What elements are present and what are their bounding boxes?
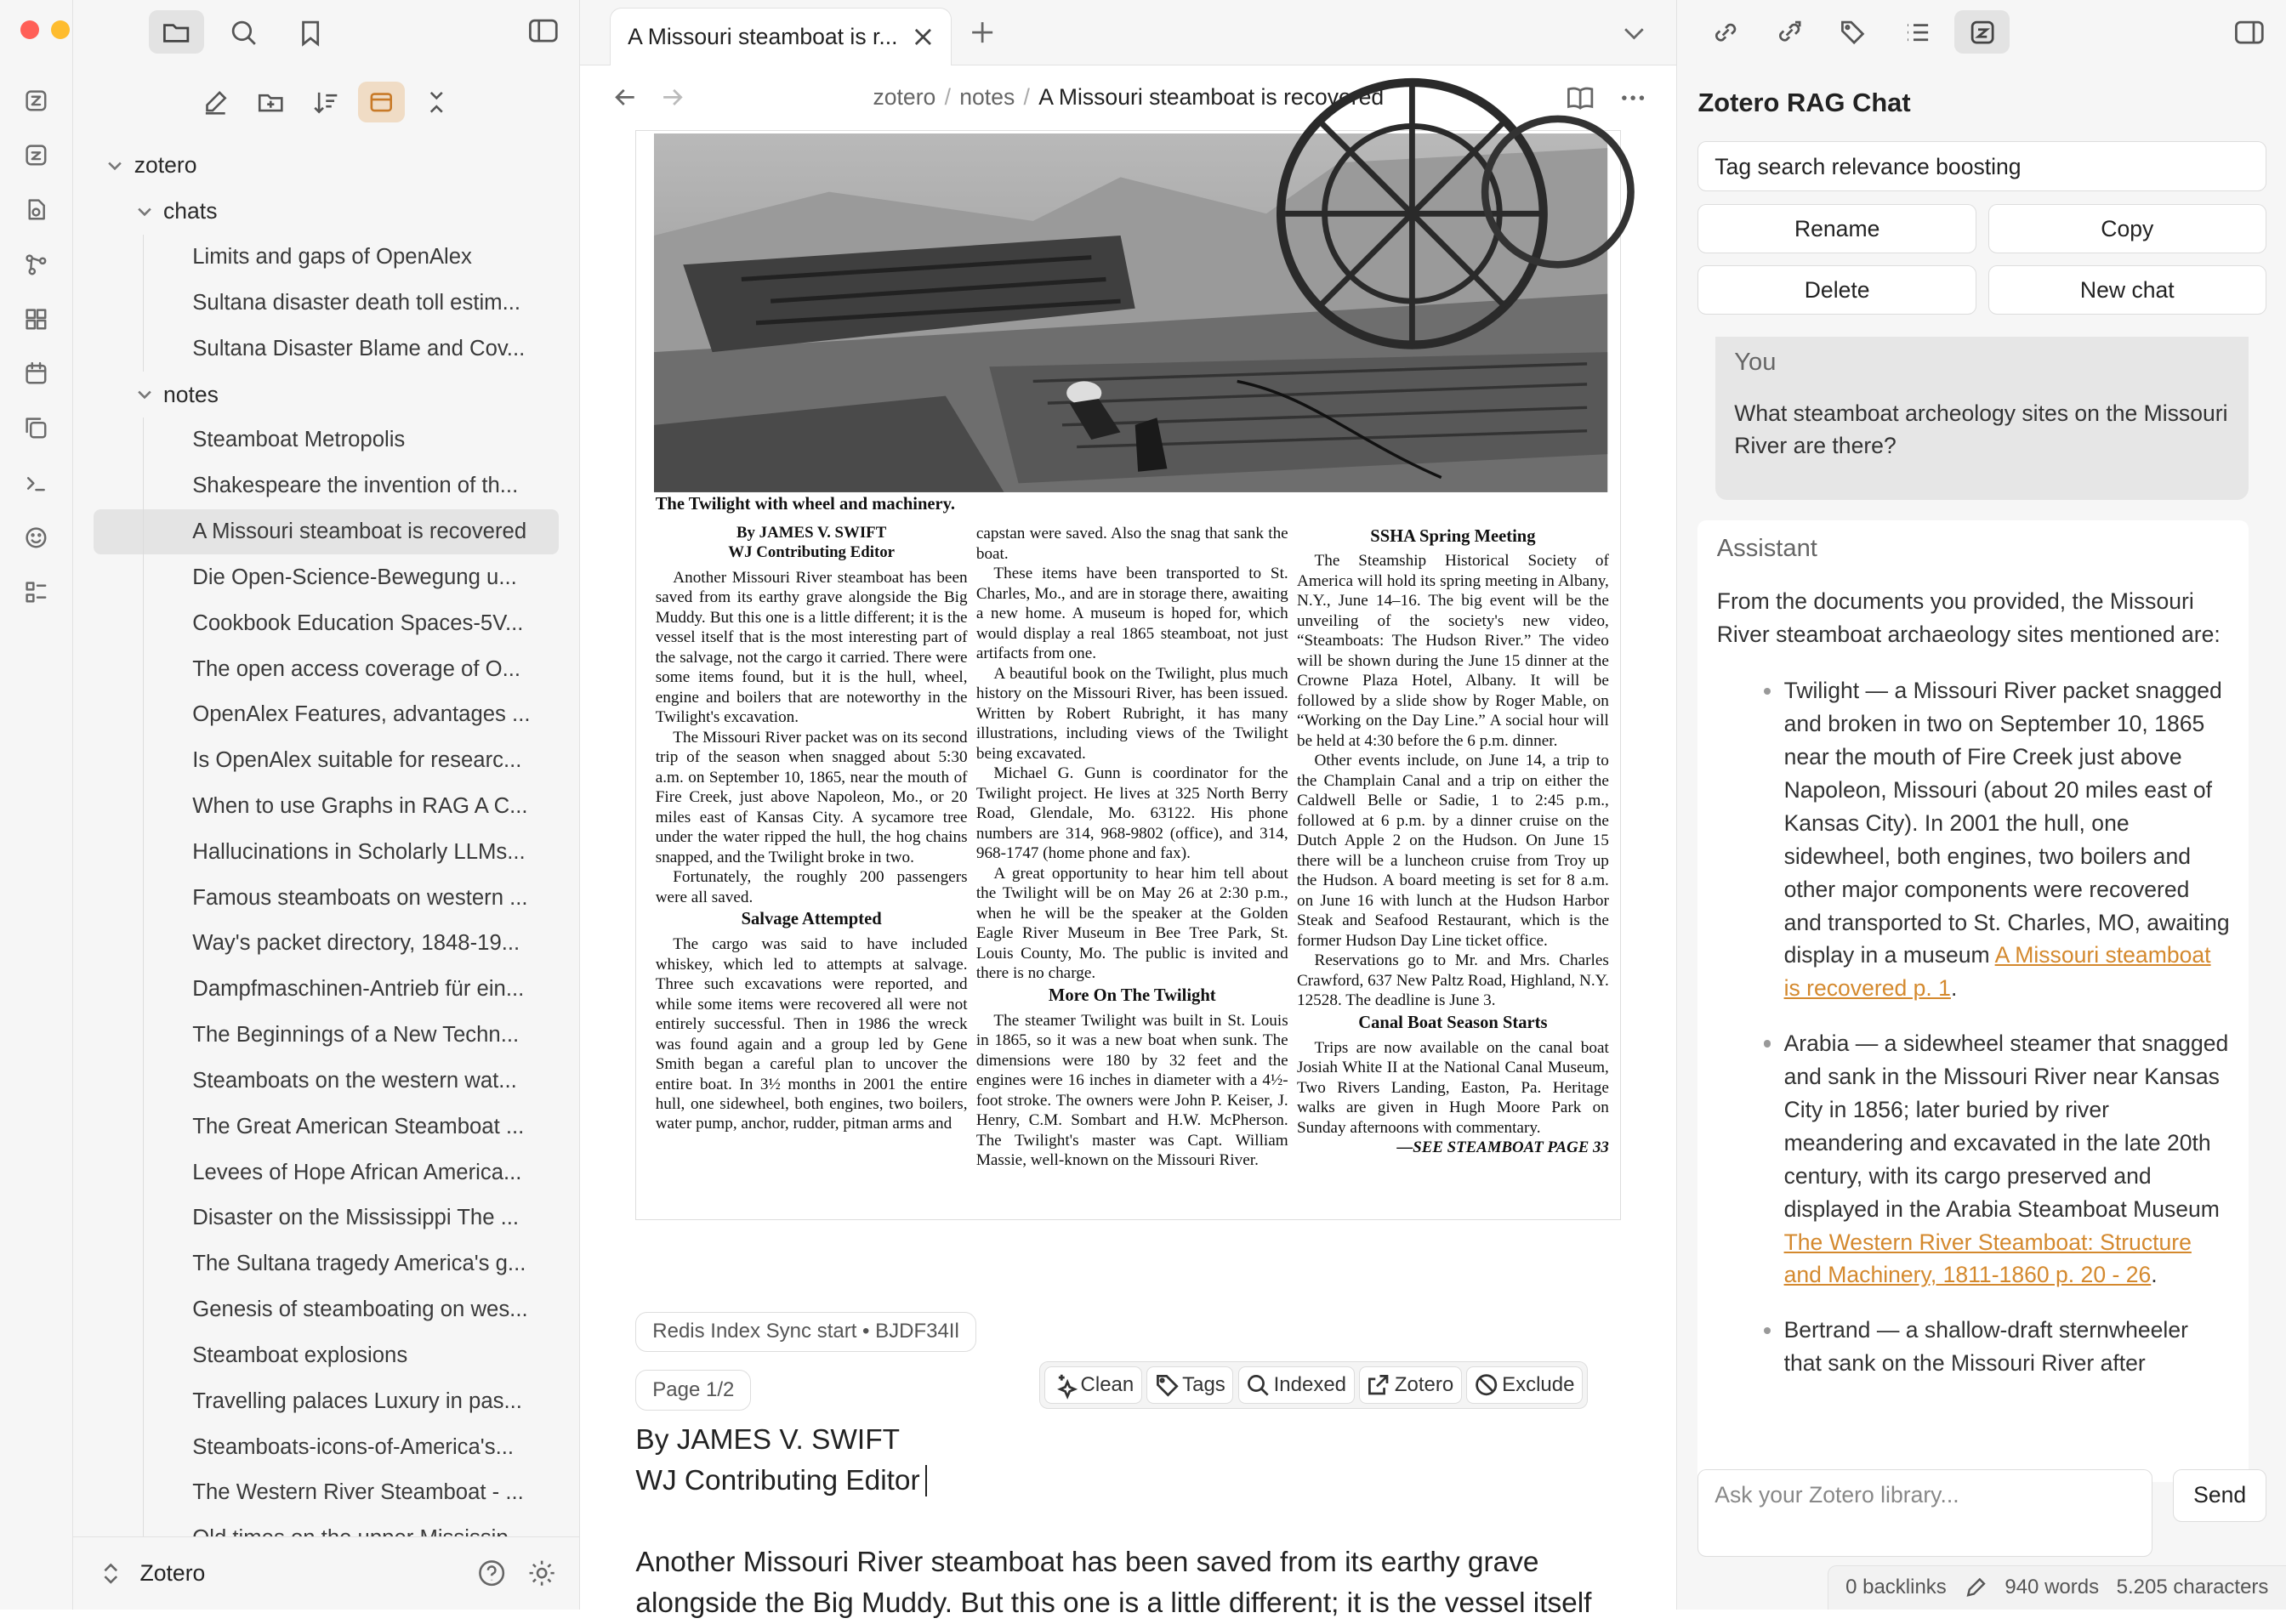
tree-file[interactable]: Steamboats on the western wat... bbox=[73, 1059, 580, 1104]
panel-title: Zotero RAG Chat bbox=[1697, 87, 1911, 117]
chat-messages bbox=[1677, 337, 2286, 1447]
open-in-zotero-button[interactable]: Zotero bbox=[1359, 1366, 1462, 1404]
message-text: From the documents you provided, the Missouri River steamboat archaeology sites mentioned are: bbox=[1716, 588, 2221, 647]
copy-icon[interactable] bbox=[20, 412, 53, 445]
tree-file[interactable]: Sultana Disaster Blame and Cov... bbox=[73, 326, 580, 372]
citation-link[interactable]: A Missouri steamboat is recovered p. 1 bbox=[1783, 942, 2211, 1002]
auto-reveal-icon[interactable] bbox=[358, 82, 405, 122]
breadcrumb: zotero / notes / A Missouri steamboat is recovered bbox=[873, 84, 1385, 111]
rename-button[interactable]: Rename bbox=[1697, 204, 1976, 253]
site-list bbox=[1717, 674, 2230, 1380]
tag-icon bbox=[1155, 1373, 1178, 1396]
breadcrumb-current[interactable]: A Missouri steamboat is recovered bbox=[1038, 84, 1385, 111]
gear-icon[interactable] bbox=[527, 1559, 556, 1587]
tree-file[interactable]: Limits and gaps of OpenAlex bbox=[73, 235, 580, 281]
new-chat-button[interactable]: New chat bbox=[1988, 265, 2266, 315]
chat-name-input[interactable]: Tag search relevance boosting bbox=[1697, 141, 2266, 190]
editor-pane bbox=[580, 0, 1676, 1619]
article-column-2 bbox=[976, 524, 1288, 1170]
terminal-icon[interactable] bbox=[20, 467, 53, 499]
note-content bbox=[580, 130, 1676, 1619]
article-paragraph: The steamer Twilight was built in St. Louis in 1865, so it was a new boat when sunk. The dimensions were 180 by 32 feet and the engines were 16 inches in diameter with a 4½-foot stroke. The owners were John P. Keiser, J. Henry, C.M. Sombart and H.W. McPherson. The Twilight's master was Capt. William Massie, well-known on the Missouri River. bbox=[975, 1011, 1288, 1169]
tree-file[interactable]: Disaster on the Mississippi The ... bbox=[73, 1195, 580, 1241]
chevron-down-icon bbox=[105, 156, 125, 176]
search-icon bbox=[1246, 1373, 1269, 1396]
article-paragraph: These items have been transported to St. Charles, Mo., and are in storage there, awaiting a new home. A museum is hoped for, which would display a real 1865 steamboat, not just artifacts from one. bbox=[975, 565, 1288, 663]
copy-button[interactable]: Copy bbox=[1988, 204, 2266, 253]
list-item: Bertrand — a shallow-draft sternwheeler that sank on the Missouri River after bbox=[1784, 1314, 2231, 1380]
files-tab-button[interactable] bbox=[149, 10, 204, 54]
article-paragraph: The Missouri River packet was on its second trip of the season when snagged about 5:30 a.m. on September 10, 1865, near the mouth of Fire Creek, just above Napoleon, Mo., or 20 miles east of Kansas City. A sycamore tree under the water ripped the hull, the hog chains snapped, and the Twilight broke in two. bbox=[655, 728, 968, 866]
more-options-icon[interactable] bbox=[1618, 83, 1647, 112]
help-icon[interactable] bbox=[477, 1559, 506, 1587]
article-paragraph: Trips are now available on the canal boat Josiah White II at the National Canal Museum, Two Rivers Landing, Easton, Pa. Heritage walks are given in Hugh Moore Park on Sunday afternoons with commentary. bbox=[1296, 1038, 1609, 1137]
citation-link[interactable]: The Western River Steamboat: Structure and Machinery, 1811-1860 p. 20 - 26 bbox=[1783, 1229, 2192, 1288]
tags-tab-icon[interactable] bbox=[1826, 10, 1881, 54]
zotero-icon[interactable] bbox=[20, 84, 53, 116]
word-count: 940 words bbox=[2005, 1576, 2100, 1599]
checklist-icon[interactable] bbox=[20, 576, 53, 609]
minimize-window-button[interactable] bbox=[51, 20, 70, 39]
message-text: What steamboat archeology sites on the Missouri River are there? bbox=[1734, 400, 2228, 459]
tree-file[interactable]: Steamboat explosions bbox=[73, 1333, 580, 1379]
zotero-notes-icon[interactable] bbox=[20, 139, 53, 172]
smiley-icon[interactable] bbox=[20, 522, 53, 554]
article-paragraph: capstan were saved. Also the snag that sank the boat. bbox=[975, 525, 1288, 563]
tree-folder-zotero[interactable]: zotero bbox=[73, 143, 580, 189]
tree-file[interactable]: When to use Graphs in RAG A C... bbox=[73, 784, 580, 830]
article-byline: By JAMES V. SWIFT bbox=[736, 524, 887, 542]
chevron-down-icon bbox=[134, 202, 155, 222]
tree-file[interactable]: Levees of Hope African America... bbox=[73, 1150, 580, 1195]
assistant-message bbox=[1697, 520, 2249, 1482]
graph-icon[interactable] bbox=[20, 248, 53, 281]
tree-file[interactable]: Travelling palaces Luxury in pas... bbox=[73, 1378, 580, 1424]
tab-active-note[interactable]: A Missouri steamboat is r... bbox=[610, 8, 952, 66]
sync-status-pill: Redis Index Sync start • BJDF34Il bbox=[635, 1312, 975, 1352]
tree-file[interactable]: Dampfmaschinen-Antrieb für ein... bbox=[73, 967, 580, 1013]
new-folder-icon[interactable] bbox=[247, 82, 294, 122]
tree-file[interactable]: The Sultana tragedy America's g... bbox=[73, 1241, 580, 1287]
page-indicator-pill: Page 1/2 bbox=[635, 1370, 751, 1410]
tree-folder-notes[interactable]: notes bbox=[73, 372, 580, 417]
article-paragraph: Reservations go to Mr. and Mrs. Charles Crawford, 637 New Paltz Road, Highland, N.Y. 12528. The deadline is June 3. bbox=[1296, 951, 1609, 1010]
tree-file-selected[interactable]: A Missouri steamboat is recovered bbox=[94, 509, 560, 555]
clean-button[interactable]: Clean bbox=[1044, 1366, 1141, 1404]
backlinks-count[interactable]: 0 backlinks bbox=[1845, 1576, 1947, 1599]
steamboat-photo bbox=[654, 133, 1607, 492]
collapse-all-icon[interactable] bbox=[413, 82, 460, 122]
chevron-down-icon[interactable] bbox=[1621, 20, 1647, 47]
backlinks-tab-icon[interactable] bbox=[1697, 10, 1753, 54]
article-paragraph: The cargo was said to have included whiskey, which led to attempts at salvage. Three such excavations were reported, and while some items were recovered all were not entirely successful. Then in 1986 the wreck was found again and a group led by Gene Smith began a careful plan to uncover the entire boat. In 3½ months in 2001 the entire hull, one sidewheel, both engines, two boilers, water pump, anchor, rudder, pitman arms and bbox=[655, 935, 968, 1133]
tags-button[interactable]: Tags bbox=[1146, 1366, 1233, 1404]
nav-bar bbox=[580, 65, 1676, 129]
tree-file[interactable]: Steamboat Metropolis bbox=[73, 417, 580, 463]
tree-file[interactable]: Is OpenAlex suitable for researc... bbox=[73, 738, 580, 784]
article-subhead: Canal Boat Season Starts bbox=[1358, 1014, 1548, 1033]
tree-file[interactable]: The Western River Steamboat - ... bbox=[73, 1470, 580, 1516]
char-count: 5.205 characters bbox=[2116, 1576, 2269, 1599]
list-item: Twilight — a Missouri River packet snagged and broken in two on September 10, 1865 near the mouth of Fire Creek just above Napoleon, Missouri (about 20 miles east of Kansas City). In 2001 the hull, one sidewheel, both engines, two boilers and other major components were recovered and transported to St. Charles, MO, awaiting display in a museum A Missouri steamboat is recovered p. 1. bbox=[1784, 674, 2231, 1005]
article-paragraph: Other events include, on June 14, a trip to the Champlain Canal and a trip on either the Caldwell Belle or Sadie, 1 to 2:45 p.m., followed at 6 p.m. by a dinner cruise on the Dutch Apple 2 on the Hudson. On June 15 there will be a luncheon cruise from Troy up the Hudson. A board meeting is set for 8 a.m. on June 16 with lunch at the Hudson Harbor Steak and Seafood Restaurant, which is the former Hudson Day Line ticket office. bbox=[1296, 752, 1609, 950]
rag-chat-panel bbox=[1676, 0, 2286, 1610]
calendar-icon[interactable] bbox=[20, 358, 53, 390]
tree-file[interactable]: The Great American Steamboat ... bbox=[73, 1104, 580, 1150]
reading-view-icon[interactable] bbox=[1566, 83, 1595, 112]
message-author: You bbox=[1734, 348, 1777, 376]
file-search-icon[interactable] bbox=[20, 194, 53, 226]
article-columns bbox=[656, 524, 1609, 1170]
embedded-page-scan bbox=[635, 130, 1621, 1220]
note-paragraph: Another Missouri River steamboat has been saved from its earthy grave alongside the Big Muddy. But this one is a little different; it is the vessel itself bbox=[635, 1546, 1592, 1619]
search-tab-button[interactable] bbox=[216, 10, 271, 54]
sparkle-icon bbox=[1053, 1373, 1076, 1396]
close-icon[interactable] bbox=[910, 24, 936, 50]
tab-bar bbox=[580, 0, 1676, 65]
canvas-icon[interactable] bbox=[20, 303, 53, 335]
tree-file[interactable]: Cookbook Education Spaces-5V... bbox=[73, 600, 580, 646]
sidebar-toggle-icon[interactable] bbox=[527, 16, 560, 45]
chat-input[interactable]: Ask your Zotero library... bbox=[1697, 1469, 2152, 1557]
article-continuation: —SEE STEAMBOAT PAGE 33 bbox=[1396, 1139, 1609, 1157]
ribbon bbox=[0, 0, 73, 1610]
external-link-icon bbox=[1367, 1373, 1390, 1396]
tree-file[interactable]: Sultana disaster death toll estim... bbox=[73, 280, 580, 326]
article-paragraph: A beautiful book on the Twilight, plus much history on the Missouri River, has been issued. Written by Robert Rubright, it has many illustrations, including views of the Twilight being excavated. bbox=[975, 664, 1288, 763]
article-paragraph: Michael G. Gunn is coordinator for the Twilight project. He lives at 325 North Berry Road, Glendale, Mo. 63122. His phone numbers are 314, 968-9802 (office), and 314, 968-1747 (home phone and fax). bbox=[975, 764, 1288, 863]
outgoing-links-tab-icon[interactable] bbox=[1762, 10, 1817, 54]
chevron-down-icon bbox=[134, 384, 155, 405]
tree-file[interactable]: Hallucinations in Scholarly LLMs... bbox=[73, 829, 580, 875]
article-paragraph: A great opportunity to hear him tell about the Twilight will be on May 26 at 2:30 p.m., when he will be the speaker at the Golden Eagle River Museum in Bee Tree Park, St. Louis County, Mo. The public is invited and there is no charge. bbox=[975, 864, 1288, 983]
file-tree bbox=[73, 143, 580, 1536]
note-body-text[interactable] bbox=[635, 1420, 1641, 1624]
tree-file[interactable]: Way's packet directory, 1848-19... bbox=[73, 921, 580, 967]
message-author: Assistant bbox=[1716, 535, 1817, 563]
breadcrumb-item[interactable]: zotero bbox=[873, 84, 936, 111]
sort-icon[interactable] bbox=[303, 82, 350, 122]
status-bar bbox=[1828, 1565, 2286, 1609]
list-item: Arabia — a sidewheel steamer that snagged and sank in the Missouri River near Kansas City in 1856; later buried by river meandering and excavated in the late 20th century, with its cargo preserved and displayed in the Arabia Steamboat Museum The Western River Steamboat: Structure and Machinery, 1811-1860 p. 20 - 26. bbox=[1784, 1027, 2231, 1292]
note-action-toolbar bbox=[1039, 1361, 1588, 1409]
breadcrumb-item[interactable]: notes bbox=[959, 84, 1015, 111]
indexed-button[interactable]: Indexed bbox=[1238, 1366, 1355, 1404]
close-window-button[interactable] bbox=[20, 20, 39, 39]
note-role: WJ Contributing Editor bbox=[635, 1461, 1641, 1502]
tree-file[interactable]: Genesis of steamboating on wes... bbox=[73, 1287, 580, 1333]
article-column-3 bbox=[1297, 524, 1609, 1170]
send-button[interactable]: Send bbox=[2173, 1469, 2266, 1522]
pencil-icon[interactable] bbox=[1964, 1576, 1987, 1599]
article-subhead: More On The Twilight bbox=[1048, 985, 1216, 1005]
tree-folder-chats[interactable]: chats bbox=[73, 189, 580, 235]
article-paragraph: The Steamship Historical Society of America will hold its spring meeting in Albany, N.Y., June 14–16. The big event will be the unveiling of the society's new video, “Steamboats: The Hudson River.” The video will be shown during the June 15 dinner at the Crowne Plaza Hotel, Albany. It will be followed by a slide show by Roger Mable, on “Working on the Day Line.” A social hour will be held at 4:30 before the 6 p.m. dinner. bbox=[1296, 552, 1609, 750]
tree-file[interactable]: The Beginnings of a New Techn... bbox=[73, 1013, 580, 1059]
outline-tab-icon[interactable] bbox=[1891, 10, 1946, 54]
tree-file[interactable]: Shakespeare the invention of th... bbox=[73, 463, 580, 509]
user-message bbox=[1715, 337, 2249, 500]
rag-chat-tab-icon[interactable] bbox=[1954, 10, 2010, 54]
tree-file[interactable]: The open access coverage of O... bbox=[73, 646, 580, 692]
article-paragraph: Another Missouri River steamboat has been saved from its earthy grave alongside the Big Muddy. But this one is a little different; it is the vessel itself that is the most interesting part of the salvage, not the cargo it carried. There were some items found, but it is the hull, wheel, engine and boilers that are noteworthy in the Twilight's excavation. bbox=[655, 568, 968, 727]
vault-switcher[interactable] bbox=[73, 1536, 580, 1610]
exclude-button[interactable]: Exclude bbox=[1466, 1366, 1583, 1404]
tree-file[interactable]: Famous steamboats on western ... bbox=[73, 875, 580, 921]
article-column-1 bbox=[656, 524, 968, 1170]
chevron-updown-icon bbox=[102, 1562, 120, 1585]
block-icon bbox=[1475, 1373, 1498, 1396]
tree-file[interactable]: OpenAlex Features, advantages ... bbox=[73, 692, 580, 738]
tree-file[interactable]: Die Open-Science-Bewegung u... bbox=[73, 554, 580, 600]
article-paragraph: Fortunately, the roughly 200 passengers were all saved. bbox=[655, 868, 968, 906]
note-byline: By JAMES V. SWIFT bbox=[635, 1423, 901, 1456]
article-subhead: SSHA Spring Meeting bbox=[1370, 526, 1536, 546]
new-tab-icon[interactable] bbox=[968, 18, 997, 47]
tree-file[interactable]: Steamboats-icons-of-America's... bbox=[73, 1424, 580, 1470]
file-explorer-sidebar bbox=[73, 0, 581, 1610]
sidebar-toggle-icon[interactable] bbox=[2233, 18, 2266, 47]
new-note-icon[interactable] bbox=[192, 82, 239, 122]
delete-button[interactable]: Delete bbox=[1697, 265, 1976, 315]
article-subhead: Salvage Attempted bbox=[741, 910, 882, 929]
article-role: WJ Contributing Editor bbox=[728, 542, 896, 561]
vault-name: Zotero bbox=[139, 1559, 206, 1586]
photo-caption: The Twilight with wheel and machinery. bbox=[655, 495, 955, 514]
bookmarks-tab-button[interactable] bbox=[283, 10, 338, 54]
